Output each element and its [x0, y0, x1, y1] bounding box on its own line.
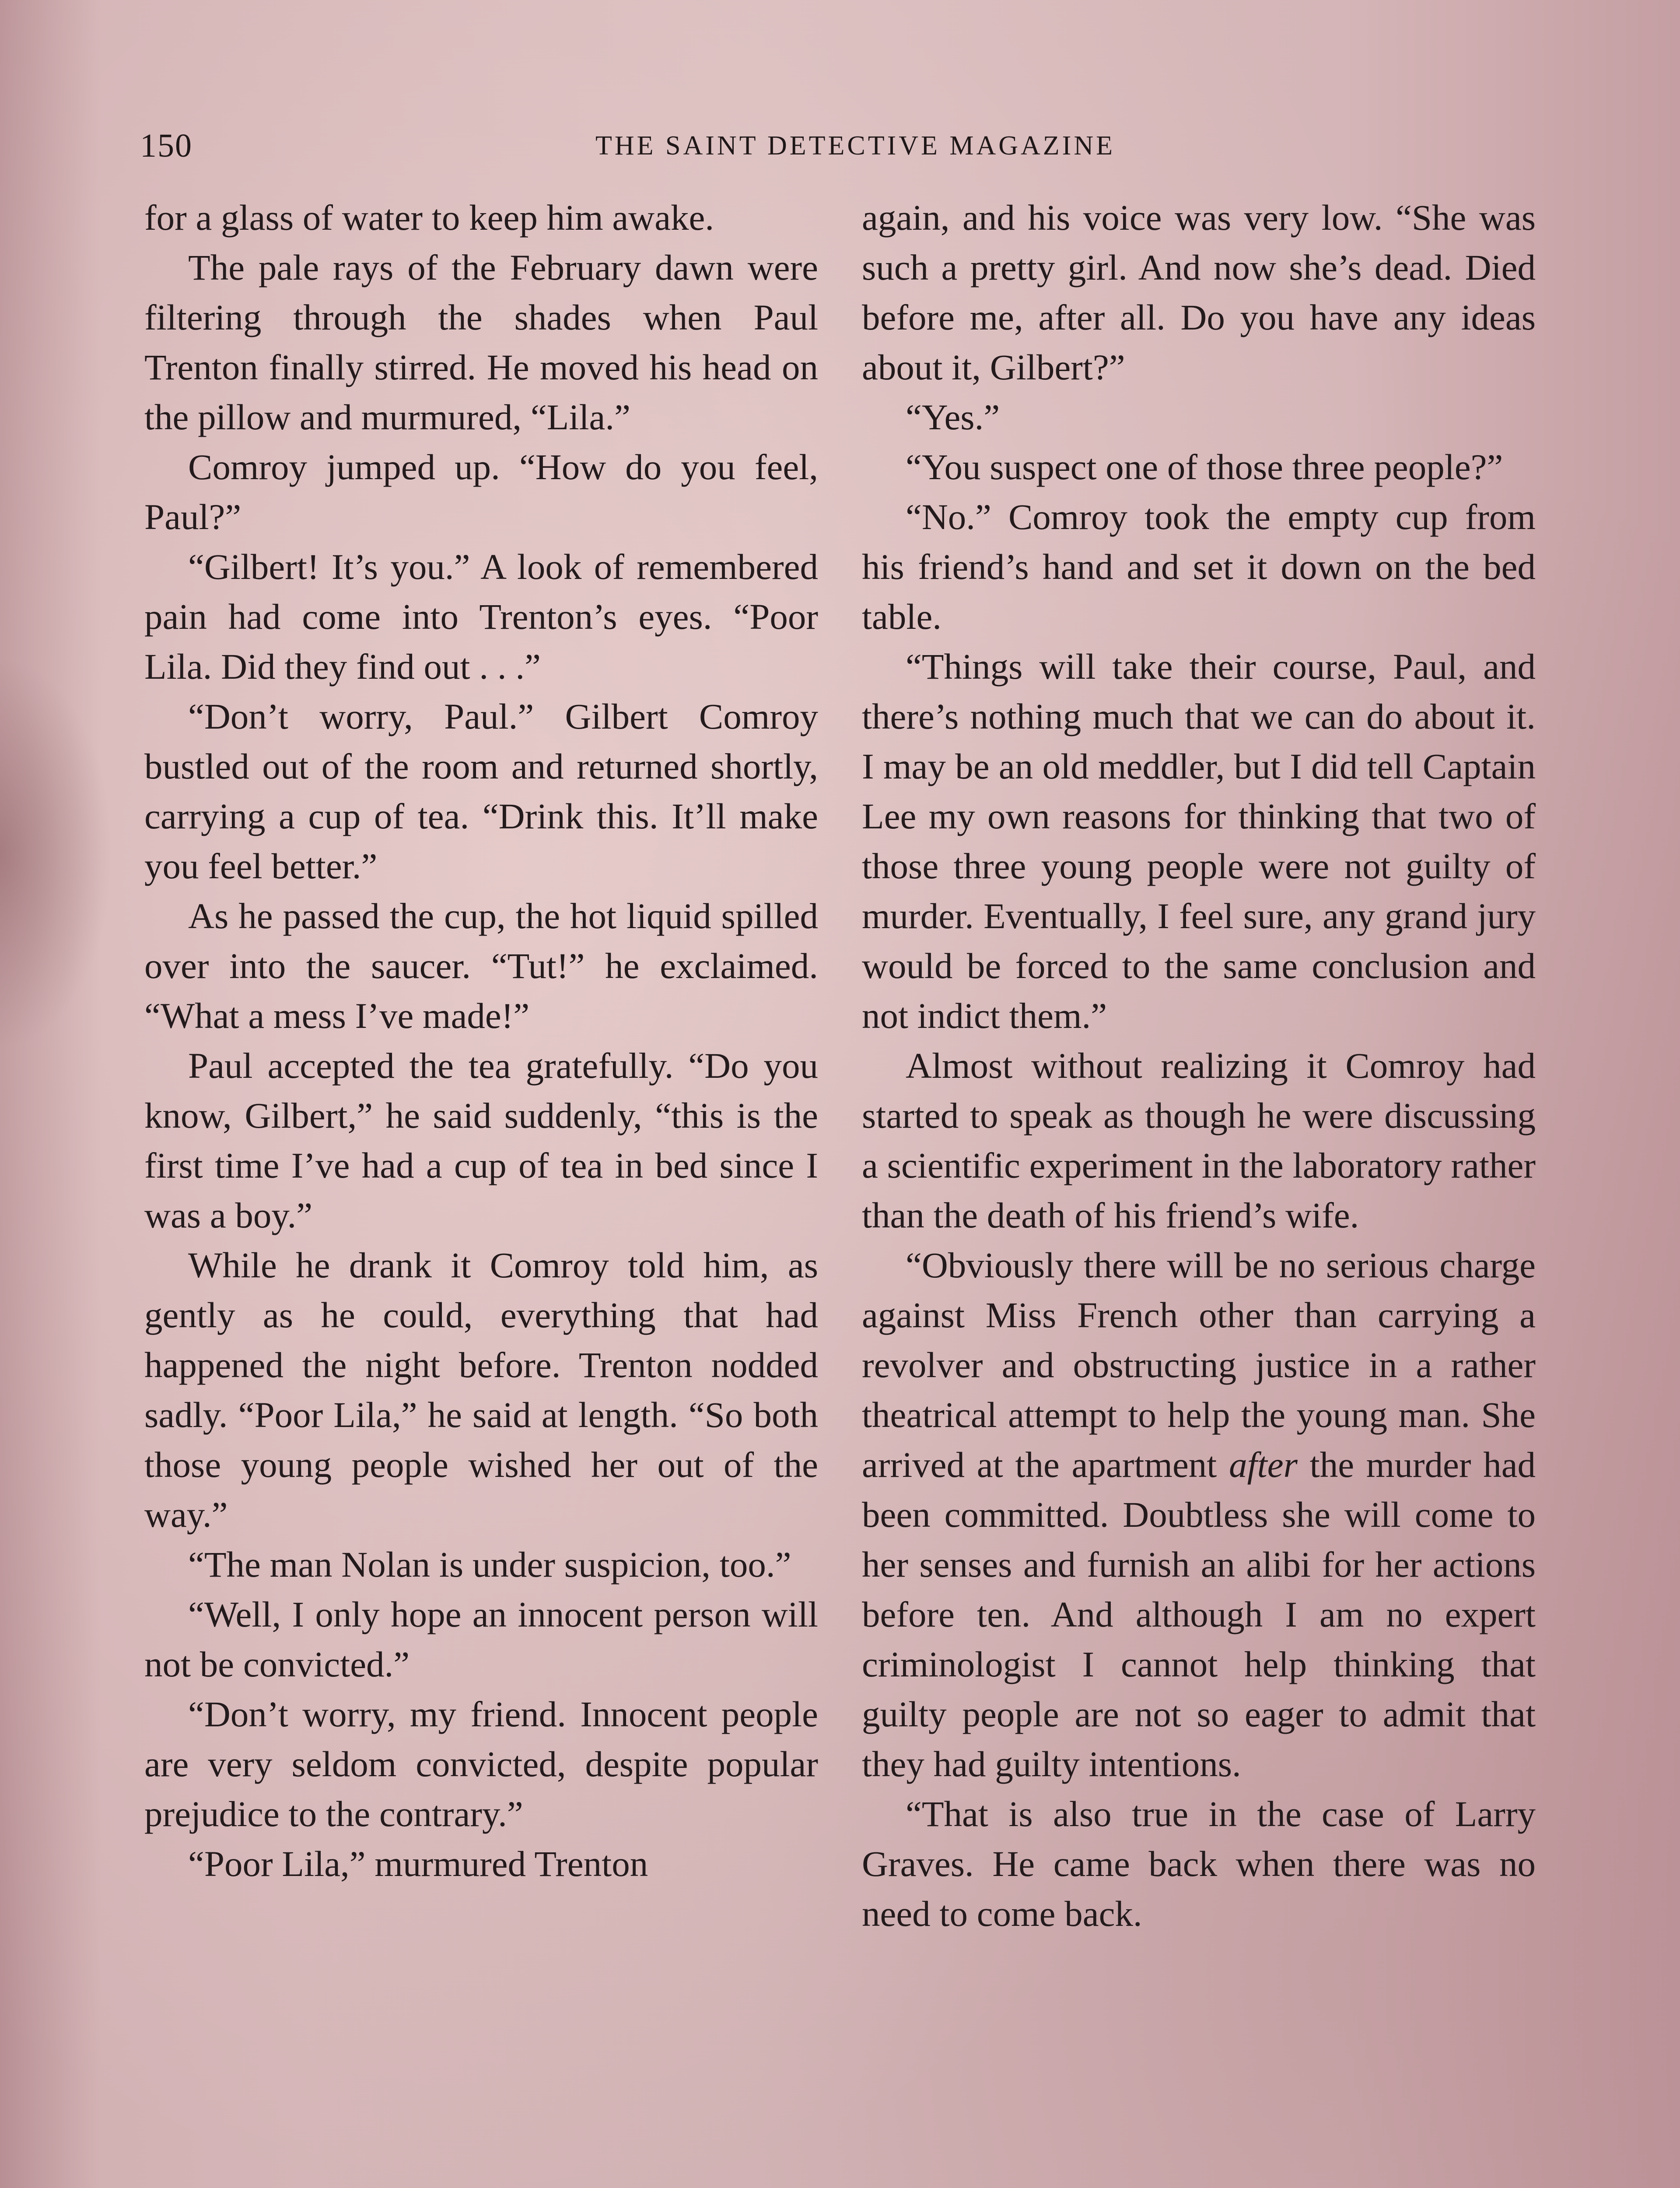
page-header — [140, 127, 1536, 175]
text-run: the murder had been committed. Doubtless she will come to her senses and furnish an alibi for her actions before ten. And although I am no expert criminologist I cannot help thinking that guilty people are not so eager to admit that they had guilty intentions. — [862, 1445, 1536, 1784]
paragraph: “That is also true in the case of Larry Graves. He came back when there was no need to come back. — [862, 1794, 1536, 1934]
paragraph: While he drank it Comroy told him, as gently as he could, everything that had happened the night before. Trenton nodded sadly. “Poor Lila,” he said at length. “So both those young people wished her out of the way.” — [144, 1245, 818, 1535]
paragraph: “Poor Lila,” murmured Trenton — [188, 1844, 648, 1884]
paragraph: The pale rays of the February dawn were filtering through the shades when Paul Trenton finally stirred. He moved his head on the pillow and murmured, “Lila.” — [144, 247, 818, 437]
italic-emphasis: after — [1229, 1445, 1298, 1485]
paragraph: “The man Nolan is under suspicion, too.” — [188, 1544, 791, 1585]
text-run: “Obviously there will be no serious charge against Miss French other than carrying a revolver and obstructing justice in a rather theatrical attempt to help the young man. She arrived at the apartment — [862, 1245, 1536, 1485]
paragraph: for a glass of water to keep him awake. — [144, 197, 714, 238]
running-title: THE SAINT DETECTIVE MAGAZINE — [595, 131, 1115, 161]
paragraph: Almost without realizing it Comroy had started to speak as though he were discussing a scientific experiment in the laboratory rather than the death of his friend’s wife. — [862, 1045, 1536, 1235]
paragraph: “No.” Comroy took the empty cup from his friend’s hand and set it down on the bed table. — [862, 497, 1536, 637]
paragraph: “Well, I only hope an innocent person will not be convicted.” — [144, 1594, 818, 1684]
paragraph: “Yes.” — [906, 397, 1000, 437]
paragraph: Comroy jumped up. “How do you feel, Paul?” — [144, 447, 818, 537]
page-number: 150 — [140, 127, 192, 164]
paper-stain — [0, 656, 114, 1050]
paragraph: “Things will take their course, Paul, and there’s nothing much that we can do about it. I may be an old meddler, but I did tell Captain Lee my own reasons for thinking that two of those three young people were not guilty of murder. Eventually, I feel sure, any grand jury would be forced to the same conclusion and not indict them.” — [862, 646, 1536, 1036]
paragraph: “Don’t worry, Paul.” Gilbert Comroy bustled out of the room and returned shortly, carrying a cup of tea. “Drink this. It’ll make you feel better.” — [144, 696, 818, 886]
paragraph — [862, 1240, 1536, 1789]
paragraph: Paul accepted the tea gratefully. “Do you know, Gilbert,” he said suddenly, “this is the first time I’ve had a cup of tea in bed since I was a boy.” — [144, 1045, 818, 1235]
paragraph: “Don’t worry, my friend. Innocent people are very seldom convicted, despite popular prejudice to the contrary.” — [144, 1694, 818, 1834]
paragraph: again, and his voice was very low. “She was such a pretty girl. And now she’s dead. Died before me, after all. Do you have any ideas about it, Gilbert?” — [862, 197, 1536, 387]
left-column — [144, 193, 818, 2188]
paragraph: “Gilbert! It’s you.” A look of remembered pain had come into Trenton’s eyes. “Poor Lila. Did they find out . . .” — [144, 547, 818, 687]
right-column — [862, 193, 1536, 2188]
paragraph: As he passed the cup, the hot liquid spilled over into the saucer. “Tut!” he exclaimed. “What a mess I’ve made!” — [144, 896, 818, 1036]
paragraph: “You suspect one of those three people?” — [906, 447, 1503, 487]
text-columns — [144, 193, 1536, 2188]
